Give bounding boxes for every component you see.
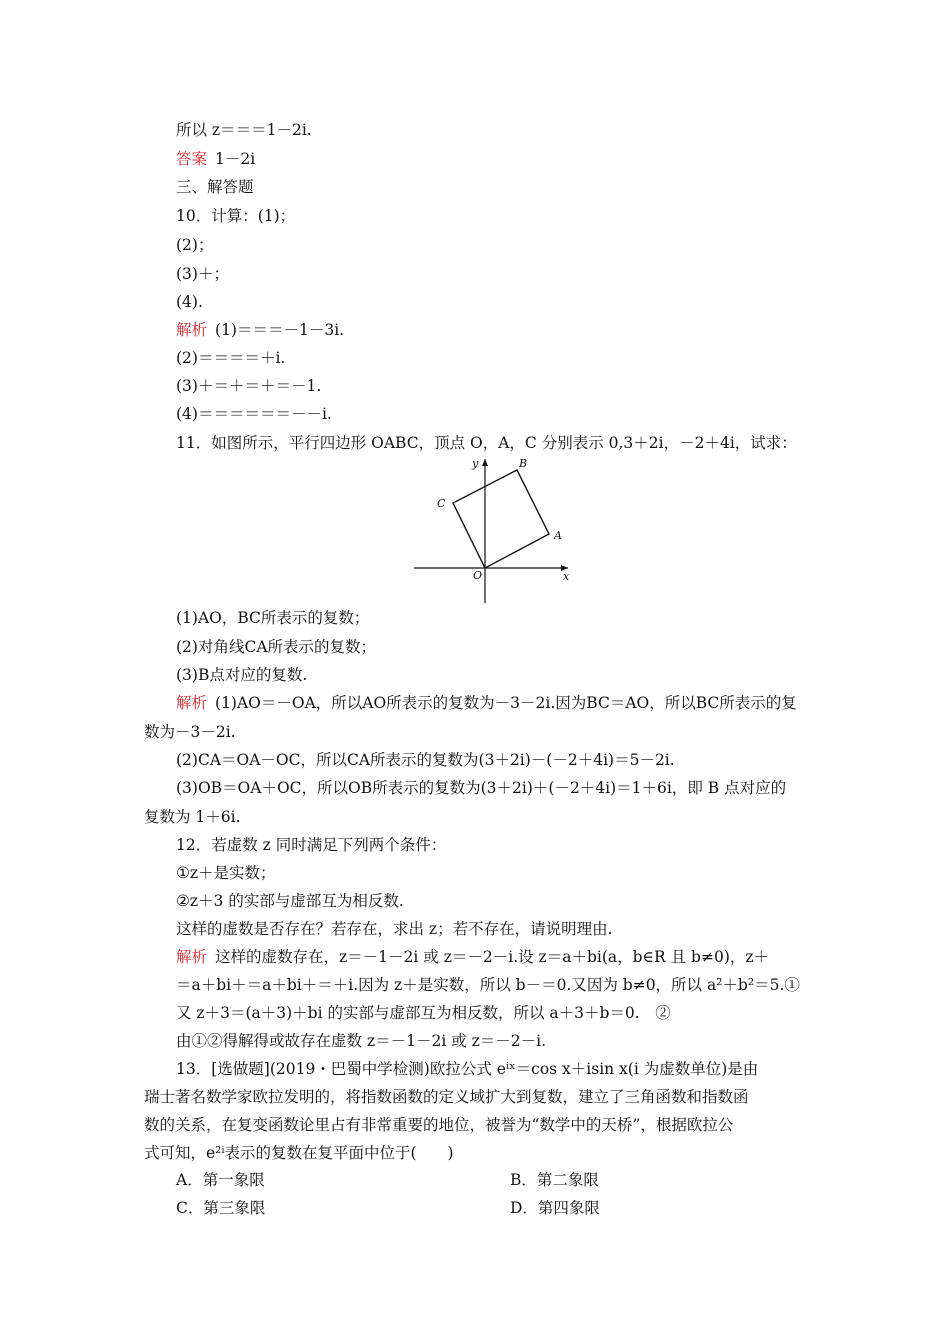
text-line: 又 z＋3＝(a＋3)＋bi 的实部与虚部互为相反数，所以 a＋3＋b＝0. ② bbox=[176, 1004, 671, 1022]
answer-text: 1－2i bbox=[215, 150, 256, 168]
text-line: (2)CA＝OA－OC，所以CA所表示的复数为(3＋2i)－(－2＋4i)＝5－2i. bbox=[176, 751, 675, 769]
text-line: (2)＝＝＝＝＋i. bbox=[176, 349, 286, 367]
text-line: (2)； bbox=[176, 236, 214, 254]
option-b: B．第二象限 bbox=[510, 1171, 599, 1189]
label-c: C bbox=[437, 497, 446, 510]
text-line: (3)B点对应的复数. bbox=[176, 666, 308, 684]
label-o: O bbox=[473, 569, 483, 582]
label-a: A bbox=[554, 529, 562, 542]
question-10: 10．计算：(1)； bbox=[176, 207, 296, 225]
text-line: (3)OB＝OA＋OC，所以OB所表示的复数为(3＋2i)＋(－2＋4i)＝1＋6i，即 B 点对应的 bbox=[176, 779, 787, 797]
parallelogram-oabc bbox=[453, 470, 549, 568]
text-line: ①z＋是实数； bbox=[176, 864, 276, 882]
analysis-text: (1)＝＝＝－1－3i. bbox=[215, 321, 345, 339]
analysis-label: 解析 bbox=[176, 948, 208, 966]
analysis-label: 解析 bbox=[176, 694, 208, 712]
text-line: 瑞士著名数学家欧拉发明的，将指数函数的定义域扩大到复数，建立了三角函数和指数函 bbox=[144, 1088, 749, 1106]
text-line: (3)＋＝＋＝＋＝－1. bbox=[176, 377, 322, 395]
analysis-text: (1)AO＝－OA，所以AO所表示的复数为－3－2i.因为BC＝AO，所以BC所表示的复 bbox=[215, 694, 797, 712]
answer-line bbox=[176, 149, 255, 169]
analysis-line bbox=[176, 947, 769, 967]
text-line: 由①②得解得或故存在虚数 z＝－1－2i 或 z＝－2－i. bbox=[176, 1032, 547, 1050]
text-line: 数为－3－2i. bbox=[144, 723, 236, 741]
parallelogram-figure bbox=[410, 455, 580, 605]
option-a: A．第一象限 bbox=[176, 1171, 265, 1189]
text-line: 复数为 1＋6i. bbox=[144, 808, 241, 826]
label-x: x bbox=[563, 570, 570, 583]
text-line: (4)＝＝＝＝＝＝－－i. bbox=[176, 405, 332, 423]
question-11: 11．如图所示，平行四边形 OABC，顶点 O，A，C 分别表示 0,3＋2i，－2＋4i，试求： bbox=[176, 434, 797, 452]
text-line: 所以 z＝＝＝1－2i. bbox=[176, 121, 312, 139]
analysis-line bbox=[176, 693, 797, 713]
text-line: ②z＋3 的实部与虚部互为相反数. bbox=[176, 892, 404, 910]
y-axis-arrow bbox=[482, 459, 488, 466]
analysis-line bbox=[176, 320, 344, 340]
text-line: 这样的虚数是否存在？若存在，求出 z；若不存在，请说明理由. bbox=[176, 920, 613, 938]
analysis-text: 这样的虚数存在，z＝－1－2i 或 z＝－2－i.设 z＝a＋bi(a，b∈R 且 b≠0)，z＋ bbox=[215, 948, 770, 966]
option-d: D．第四象限 bbox=[510, 1199, 600, 1217]
text-line: (4). bbox=[176, 293, 203, 311]
text-line: (3)＋； bbox=[176, 265, 229, 283]
section-heading: 三、解答题 bbox=[176, 178, 254, 196]
label-y: y bbox=[472, 457, 479, 470]
question-12: 12．若虚数 z 同时满足下列两个条件： bbox=[176, 836, 447, 854]
question-13: 13．[选做题](2019・巴蜀中学检测)欧拉公式 eⁱˣ＝cos x＋isin x(i 为虚数单位)是由 bbox=[176, 1060, 759, 1078]
option-c: C．第三象限 bbox=[176, 1199, 266, 1217]
analysis-label: 解析 bbox=[176, 321, 208, 339]
label-b: B bbox=[519, 457, 528, 470]
text-line: 式可知，e²ⁱ表示的复数在复平面中位于( ) bbox=[144, 1144, 454, 1162]
text-line: (2)对角线CA所表示的复数； bbox=[176, 638, 377, 656]
answer-label: 答案 bbox=[176, 150, 208, 168]
text-line: ＝a＋bi＋＝a＋bi＋＝＋i.因为 z＋是实数，所以 b－＝0.又因为 b≠0，所以 a²＋b²＝5.① bbox=[176, 976, 800, 994]
text-line: (1)AO，BC所表示的复数； bbox=[176, 609, 370, 627]
text-line: 数的关系，在复变函数论里占有非常重要的地位，被誉为“数学中的天桥”，根据欧拉公 bbox=[144, 1116, 734, 1134]
